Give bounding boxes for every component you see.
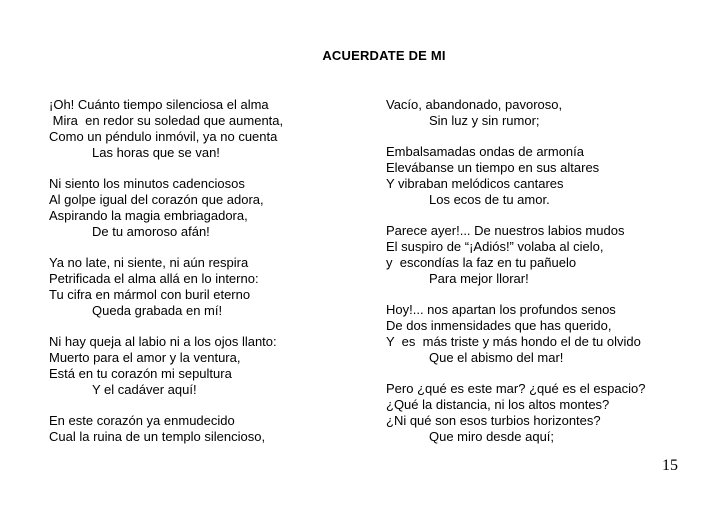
verse-line-indented: Que miro desde aquí;	[429, 429, 555, 444]
stanza-gap	[49, 161, 349, 176]
verse-line-indented: Para mejor llorar!	[429, 271, 529, 286]
verse-line: Mira en redor su soledad que aumenta,	[49, 113, 284, 128]
stanza-gap	[49, 240, 349, 255]
verse-line: Muerto para el amor y la ventura,	[49, 350, 241, 365]
verse-line: De dos inmensidades que has querido,	[386, 318, 612, 333]
verse-line: Tu cifra en mármol con buril eterno	[49, 287, 251, 302]
verse-line: El suspiro de “¡Adiós!” volaba al cielo,	[386, 239, 604, 254]
verse-line-indented: Sin luz y sin rumor;	[429, 113, 540, 128]
verse-line: Ya no late, ni siente, ni aún respira	[49, 255, 249, 270]
verse-line: Y es más triste y más hondo el de tu olvido	[386, 334, 641, 349]
verse-line-indented: Los ecos de tu amor.	[429, 192, 550, 207]
verse-line-indented: Y el cadáver aquí!	[92, 382, 197, 397]
verse-line: ¿Qué la distancia, ni los altos montes?	[386, 397, 610, 412]
verse-line: Está en tu corazón mi sepultura	[49, 366, 232, 381]
verse-line-indented: Queda grabada en mí!	[92, 303, 223, 318]
verse-line: Al golpe igual del corazón que adora,	[49, 192, 264, 207]
poem-title: ACUERDATE DE MI	[322, 48, 446, 63]
verse-line: Como un péndulo inmóvil, ya no cuenta	[49, 129, 278, 144]
verse-line-indented: Que el abismo del mar!	[429, 350, 564, 365]
stanza-gap	[386, 129, 686, 144]
page-number: 15	[662, 457, 678, 474]
stanza-gap	[386, 208, 686, 223]
verse-line: Aspirando la magia embriagadora,	[49, 208, 248, 223]
verse-line: ¿Ni qué son esos turbios horizontes?	[386, 413, 601, 428]
right-column	[386, 97, 686, 445]
verse-line: Vacío, abandonado, pavoroso,	[386, 97, 563, 112]
verse-line: Ni siento los minutos cadenciosos	[49, 176, 245, 191]
verse-line: Elevábanse un tiempo en sus altares	[386, 160, 600, 175]
verse-line: Y vibraban melódicos cantares	[386, 176, 564, 191]
left-column	[49, 97, 349, 445]
verse-line: Embalsamadas ondas de armonía	[386, 144, 585, 159]
verse-line: Pero ¿qué es este mar? ¿qué es el espacio?	[386, 381, 646, 396]
verse-line: Ni hay queja al labio ni a los ojos llanto:	[49, 334, 277, 349]
stanza-gap	[386, 366, 686, 381]
stanza-gap	[49, 398, 349, 413]
verse-line: Cual la ruina de un templo silencioso,	[49, 429, 266, 444]
verse-line-indented: Las horas que se van!	[92, 145, 220, 160]
stanza-gap	[386, 287, 686, 302]
verse-line: En este corazón ya enmudecido	[49, 413, 235, 428]
stanza-gap	[49, 319, 349, 334]
verse-line: Hoy!... nos apartan los profundos senos	[386, 302, 616, 317]
verse-line-indented: De tu amoroso afán!	[92, 224, 210, 239]
verse-line: Petrificada el alma allá en lo interno:	[49, 271, 259, 286]
verse-line: Parece ayer!... De nuestros labios mudos	[386, 223, 625, 238]
verse-line: ¡Oh! Cuánto tiempo silenciosa el alma	[49, 97, 269, 112]
verse-line: y escondías la faz en tu pañuelo	[386, 255, 577, 270]
